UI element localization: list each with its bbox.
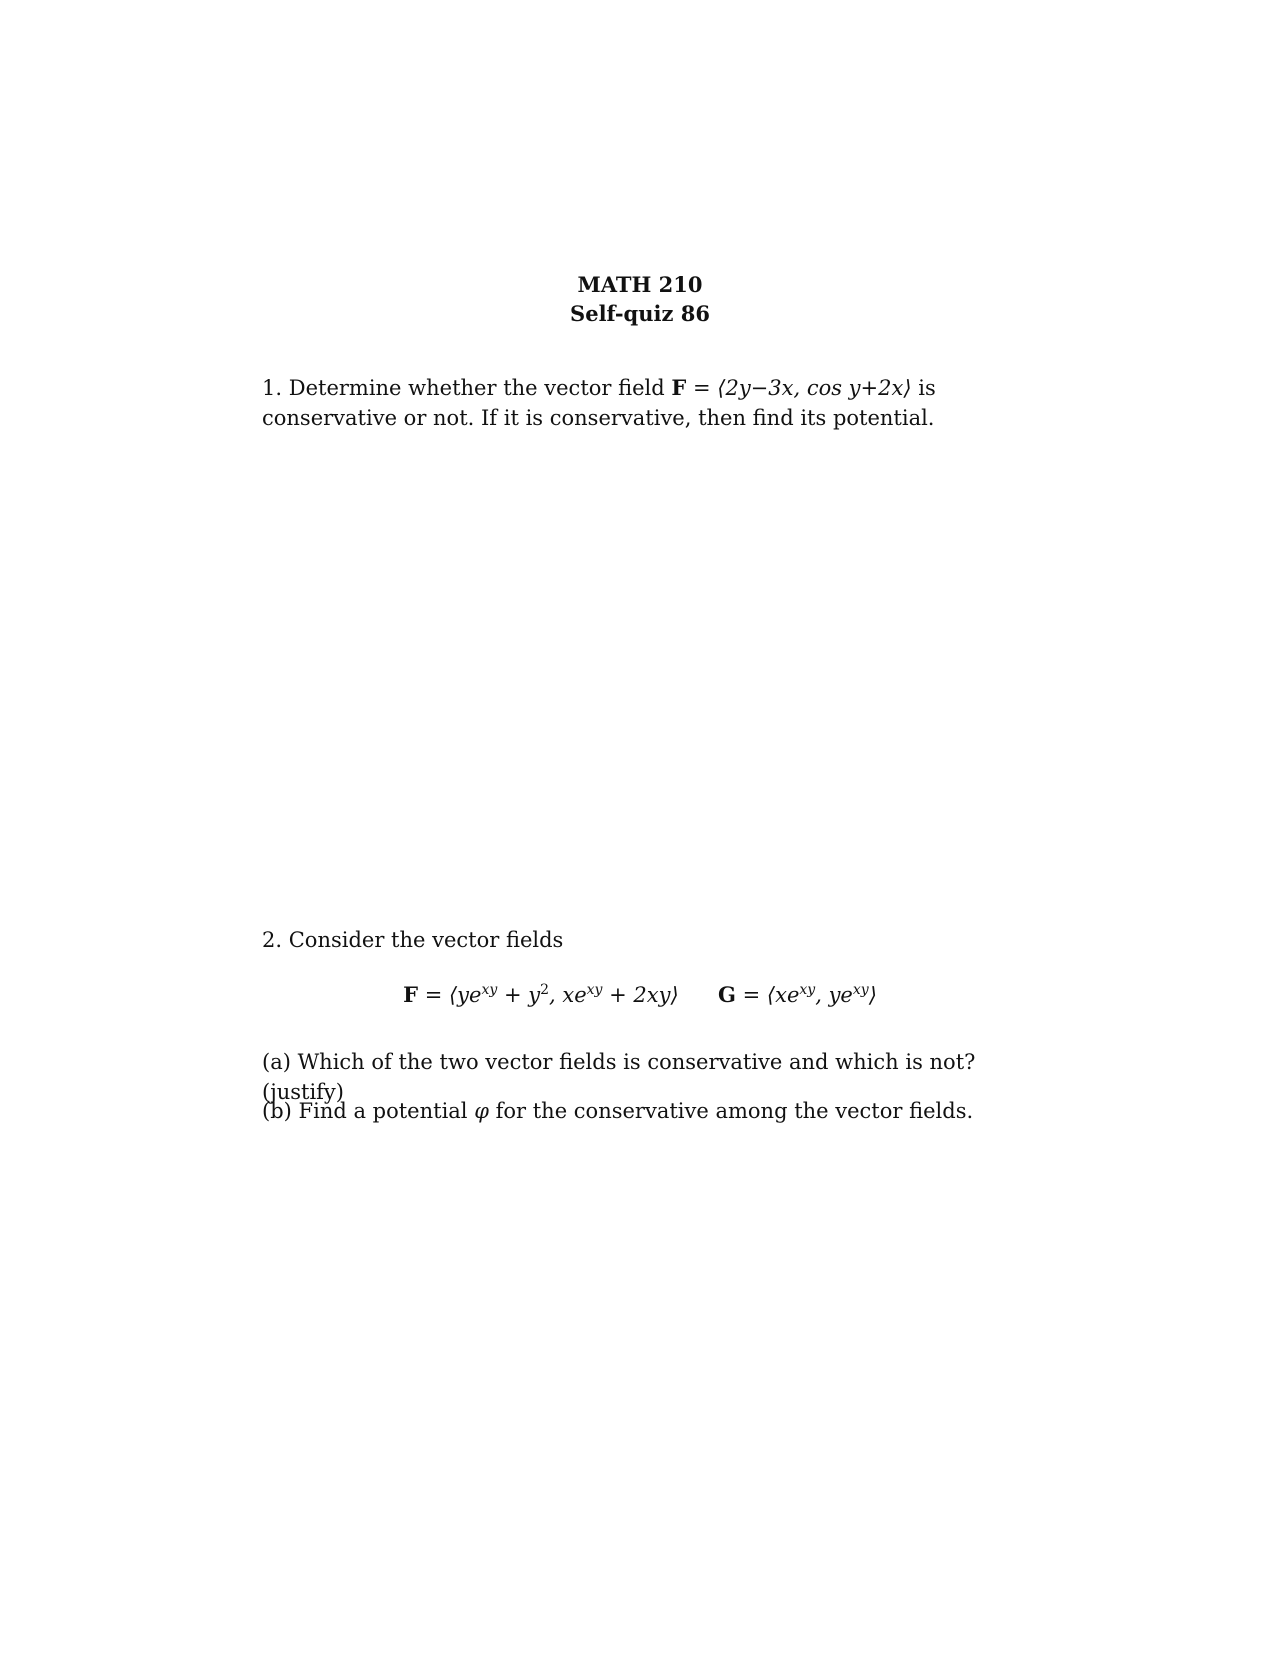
field-g-expr: = ⟨xe xyxy=(735,983,800,1007)
field-f-exp2: xy xyxy=(586,982,603,998)
field-g-mid: , ye xyxy=(815,983,853,1007)
part-b-label: (b) xyxy=(262,1099,292,1123)
field-f-square: 2 xyxy=(540,982,550,998)
field-f-end: + 2xy⟩ xyxy=(602,983,679,1007)
problem-1-field-symbol: F xyxy=(671,375,687,400)
part-a-text: Which of the two vector fields is conservative and which is not? (justify) xyxy=(262,1050,976,1104)
field-g-end: ⟩ xyxy=(868,983,877,1007)
problem-2-number: 2. xyxy=(262,928,283,952)
problem-2 xyxy=(262,925,1022,955)
field-f-symbol: F xyxy=(403,982,419,1007)
part-b-text-before: Find a potential xyxy=(298,1099,475,1123)
vector-fields-equation xyxy=(0,975,1280,1010)
problem-1-text-before: Determine whether the vector field xyxy=(288,376,672,400)
problem-1 xyxy=(262,373,1022,433)
field-g-symbol: G xyxy=(718,982,736,1007)
problem-1-field-expression: = ⟨2y−3x, cos y+2x⟩ xyxy=(686,376,912,400)
field-f-mid: + y xyxy=(497,983,541,1007)
quiz-title: Self-quiz 86 xyxy=(570,301,710,326)
problem-2-intro: Consider the vector fields xyxy=(288,928,564,952)
field-f-mid2: , xe xyxy=(549,983,587,1007)
problem-1-text-after: is conservative or not. If it is conservative, then find its potential. xyxy=(262,376,936,430)
title-block xyxy=(0,270,1280,328)
problem-1-number: 1. xyxy=(262,376,283,400)
field-f-expr: = ⟨ye xyxy=(418,983,482,1007)
field-f-exp1: xy xyxy=(481,982,498,998)
field-g-exp1: xy xyxy=(799,982,816,998)
part-b-text-after: for the conservative among the vector fields. xyxy=(488,1099,974,1123)
part-a-label: (a) xyxy=(262,1050,291,1074)
problem-2-part-b xyxy=(262,1096,1062,1126)
part-b-phi-symbol: φ xyxy=(474,1099,489,1123)
field-g-exp2: xy xyxy=(852,982,869,998)
course-title: MATH 210 xyxy=(577,272,703,297)
